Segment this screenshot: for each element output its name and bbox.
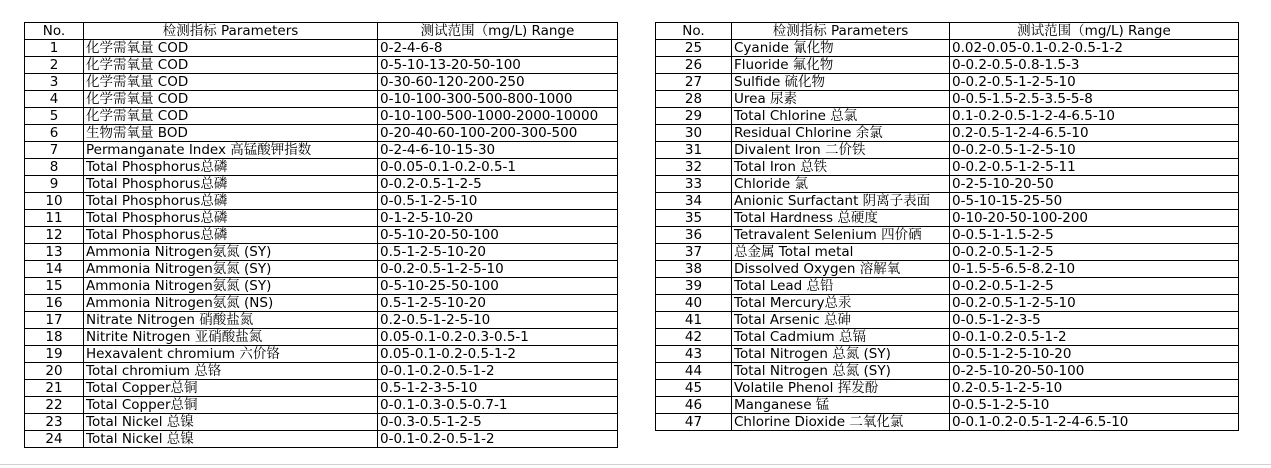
row-number: 21: [25, 380, 84, 397]
range-cell: 0.02-0.05-0.1-0.2-0.5-1-2: [950, 40, 1239, 57]
table-row: [656, 193, 1239, 210]
table-row: [25, 414, 618, 431]
parameter-cell: Total Cadmium 总镉: [732, 329, 950, 346]
parameter-cell: Total Nitrogen 总氮 (SY): [732, 346, 950, 363]
range-cell: 0-20-40-60-100-200-300-500: [378, 125, 618, 142]
parameter-cell: 化学需氧量 COD: [84, 108, 378, 125]
table-row: [656, 261, 1239, 278]
row-number: 35: [656, 210, 732, 227]
page-divider: [0, 464, 1271, 465]
range-cell: 0-30-60-120-200-250: [378, 74, 618, 91]
header-range: 测试范围（mg/L) Range: [378, 23, 618, 40]
parameter-cell: Total Chlorine 总氯: [732, 108, 950, 125]
range-cell: 0-5-10-13-20-50-100: [378, 57, 618, 74]
header-parameters: 检测指标 Parameters: [732, 23, 950, 40]
row-number: 26: [656, 57, 732, 74]
parameter-cell: Permanganate Index 高锰酸钾指数: [84, 142, 378, 159]
table-row: [656, 244, 1239, 261]
range-cell: 0.2-0.5-1-2-5-10: [378, 312, 618, 329]
table-row: [25, 397, 618, 414]
range-cell: 0-0.3-0.5-1-2-5: [378, 414, 618, 431]
parameter-cell: Total Copper总铜: [84, 380, 378, 397]
table-row: [25, 210, 618, 227]
parameter-cell: 化学需氧量 COD: [84, 40, 378, 57]
row-number: 10: [25, 193, 84, 210]
parameter-cell: Total Lead 总铅: [732, 278, 950, 295]
table-row: [25, 142, 618, 159]
range-cell: 0.2-0.5-1-2-5-10: [950, 380, 1239, 397]
range-cell: 0.5-1-2-3-5-10: [378, 380, 618, 397]
parameter-table-right: [655, 22, 1239, 431]
row-number: 1: [25, 40, 84, 57]
table-header-row: [25, 23, 618, 40]
range-cell: 0-0.5-1-1.5-2-5: [950, 227, 1239, 244]
row-number: 6: [25, 125, 84, 142]
table-row: [25, 278, 618, 295]
row-number: 2: [25, 57, 84, 74]
table-row: [656, 74, 1239, 91]
parameter-cell: Total Phosphorus总磷: [84, 159, 378, 176]
range-cell: 0-0.1-0.2-0.5-1-2: [378, 363, 618, 380]
parameter-cell: Total Phosphorus总磷: [84, 193, 378, 210]
row-number: 43: [656, 346, 732, 363]
row-number: 8: [25, 159, 84, 176]
table-row: [25, 329, 618, 346]
table-row: [25, 176, 618, 193]
range-cell: 0-2-4-6-10-15-30: [378, 142, 618, 159]
row-number: 37: [656, 244, 732, 261]
parameter-cell: 生物需氧量 BOD: [84, 125, 378, 142]
range-cell: 0-0.2-0.5-1-2-5-11: [950, 159, 1239, 176]
row-number: 38: [656, 261, 732, 278]
range-cell: 0.5-1-2-5-10-20: [378, 295, 618, 312]
row-number: 9: [25, 176, 84, 193]
row-number: 25: [656, 40, 732, 57]
range-cell: 0-5-10-15-25-50: [950, 193, 1239, 210]
row-number: 3: [25, 74, 84, 91]
table-row: [656, 210, 1239, 227]
range-cell: 0-5-10-25-50-100: [378, 278, 618, 295]
row-number: 17: [25, 312, 84, 329]
row-number: 33: [656, 176, 732, 193]
range-cell: 0-0.05-0.1-0.2-0.5-1: [378, 159, 618, 176]
table-row: [656, 312, 1239, 329]
row-number: 12: [25, 227, 84, 244]
table-row: [656, 91, 1239, 108]
range-cell: 0-0.2-0.5-1-2-5: [950, 278, 1239, 295]
table-row: [25, 261, 618, 278]
range-cell: 0-0.2-0.5-1-2-5: [950, 244, 1239, 261]
parameter-cell: Cyanide 氰化物: [732, 40, 950, 57]
row-number: 23: [25, 414, 84, 431]
range-cell: 0-0.1-0.2-0.5-1-2: [950, 329, 1239, 346]
row-number: 11: [25, 210, 84, 227]
table-row: [656, 227, 1239, 244]
row-number: 19: [25, 346, 84, 363]
parameter-cell: 化学需氧量 COD: [84, 57, 378, 74]
range-cell: 0-0.2-0.5-1-2-5-10: [378, 261, 618, 278]
table-row: [25, 380, 618, 397]
table-row: [656, 125, 1239, 142]
table-row: [656, 363, 1239, 380]
range-cell: 0-0.2-0.5-1-2-5: [378, 176, 618, 193]
row-number: 39: [656, 278, 732, 295]
row-number: 34: [656, 193, 732, 210]
table-row: [25, 125, 618, 142]
table-row: [656, 397, 1239, 414]
table-row: [656, 329, 1239, 346]
parameter-cell: Total Nitrogen 总氮 (SY): [732, 363, 950, 380]
table-row: [25, 295, 618, 312]
row-number: 40: [656, 295, 732, 312]
row-number: 45: [656, 380, 732, 397]
parameter-cell: Anionic Surfactant 阴离子表面: [732, 193, 950, 210]
range-cell: 0-0.1-0.2-0.5-1-2: [378, 431, 618, 448]
range-cell: 0.05-0.1-0.2-0.5-1-2: [378, 346, 618, 363]
parameter-cell: Divalent Iron 二价铁: [732, 142, 950, 159]
table-row: [25, 346, 618, 363]
row-number: 31: [656, 142, 732, 159]
parameter-cell: Total Copper总铜: [84, 397, 378, 414]
table-row: [25, 108, 618, 125]
table-row: [656, 278, 1239, 295]
row-number: 27: [656, 74, 732, 91]
range-cell: 0-0.5-1-2-3-5: [950, 312, 1239, 329]
range-cell: 0-10-100-500-1000-2000-10000: [378, 108, 618, 125]
range-cell: 0-0.1-0.2-0.5-1-2-4-6.5-10: [950, 414, 1239, 431]
row-number: 20: [25, 363, 84, 380]
parameter-cell: Total Nickel 总镍: [84, 414, 378, 431]
parameter-cell: Dissolved Oxygen 溶解氧: [732, 261, 950, 278]
row-number: 36: [656, 227, 732, 244]
parameter-cell: Nitrite Nitrogen 亚硝酸盐氮: [84, 329, 378, 346]
table-row: [656, 57, 1239, 74]
range-cell: 0-0.5-1-2-5-10: [378, 193, 618, 210]
parameter-cell: Ammonia Nitrogen氨氮 (SY): [84, 278, 378, 295]
parameter-cell: Ammonia Nitrogen氨氮 (NS): [84, 295, 378, 312]
table-row: [656, 380, 1239, 397]
parameter-cell: Urea 尿素: [732, 91, 950, 108]
table-row: [656, 159, 1239, 176]
parameter-cell: Total Nickel 总镍: [84, 431, 378, 448]
range-cell: 0-0.5-1-2-5-10-20: [950, 346, 1239, 363]
range-cell: 0-0.5-1.5-2.5-3.5-5-8: [950, 91, 1239, 108]
parameter-cell: Volatile Phenol 挥发酚: [732, 380, 950, 397]
parameter-cell: Hexavalent chromium 六价铬: [84, 346, 378, 363]
parameter-cell: Total Phosphorus总磷: [84, 210, 378, 227]
table-row: [25, 193, 618, 210]
row-number: 28: [656, 91, 732, 108]
header-no: No.: [25, 23, 84, 40]
row-number: 30: [656, 125, 732, 142]
parameter-cell: Total Hardness 总硬度: [732, 210, 950, 227]
range-cell: 0.05-0.1-0.2-0.3-0.5-1: [378, 329, 618, 346]
parameter-cell: 化学需氧量 COD: [84, 74, 378, 91]
range-cell: 0-0.2-0.5-1-2-5-10: [950, 74, 1239, 91]
row-number: 5: [25, 108, 84, 125]
range-cell: 0.5-1-2-5-10-20: [378, 244, 618, 261]
header-no: No.: [656, 23, 732, 40]
range-cell: 0-0.2-0.5-0.8-1.5-3: [950, 57, 1239, 74]
parameter-cell: Residual Chlorine 余氯: [732, 125, 950, 142]
header-parameters: 检测指标 Parameters: [84, 23, 378, 40]
range-cell: 0-10-100-300-500-800-1000: [378, 91, 618, 108]
row-number: 14: [25, 261, 84, 278]
range-cell: 0-0.2-0.5-1-2-5-10: [950, 295, 1239, 312]
range-cell: 0-0.1-0.3-0.5-0.7-1: [378, 397, 618, 414]
range-cell: 0-5-10-20-50-100: [378, 227, 618, 244]
parameter-cell: Ammonia Nitrogen氨氮 (SY): [84, 261, 378, 278]
table-row: [656, 108, 1239, 125]
range-cell: 0-10-20-50-100-200: [950, 210, 1239, 227]
table-row: [656, 176, 1239, 193]
parameter-table-left: [24, 22, 618, 448]
table-row: [656, 346, 1239, 363]
row-number: 46: [656, 397, 732, 414]
parameter-cell: Total Iron 总铁: [732, 159, 950, 176]
range-cell: 0.2-0.5-1-2-4-6.5-10: [950, 125, 1239, 142]
range-cell: 0-2-5-10-20-50-100: [950, 363, 1239, 380]
range-cell: 0-2-4-6-8: [378, 40, 618, 57]
table-row: [25, 57, 618, 74]
table-row: [25, 431, 618, 448]
parameter-cell: Chloride 氯: [732, 176, 950, 193]
table-row: [656, 295, 1239, 312]
table-row: [25, 227, 618, 244]
parameter-cell: Total Arsenic 总砷: [732, 312, 950, 329]
row-number: 22: [25, 397, 84, 414]
row-number: 4: [25, 91, 84, 108]
row-number: 41: [656, 312, 732, 329]
range-cell: 0-0.2-0.5-1-2-5-10: [950, 142, 1239, 159]
range-cell: 0-1.5-5-6.5-8.2-10: [950, 261, 1239, 278]
row-number: 15: [25, 278, 84, 295]
row-number: 32: [656, 159, 732, 176]
table-header-row: [656, 23, 1239, 40]
table-row: [25, 244, 618, 261]
parameter-cell: Chlorine Dioxide 二氧化氯: [732, 414, 950, 431]
range-cell: 0-1-2-5-10-20: [378, 210, 618, 227]
table-row: [25, 74, 618, 91]
table-row: [25, 363, 618, 380]
parameter-cell: Tetravalent Selenium 四价硒: [732, 227, 950, 244]
table-body-left: [25, 40, 618, 448]
parameter-cell: Sulfide 硫化物: [732, 74, 950, 91]
row-number: 18: [25, 329, 84, 346]
table-row: [656, 40, 1239, 57]
row-number: 29: [656, 108, 732, 125]
row-number: 7: [25, 142, 84, 159]
parameter-cell: Manganese 锰: [732, 397, 950, 414]
table-row: [656, 414, 1239, 431]
parameter-cell: Total chromium 总铬: [84, 363, 378, 380]
header-range: 测试范围（mg/L) Range: [950, 23, 1239, 40]
parameter-cell: 化学需氧量 COD: [84, 91, 378, 108]
row-number: 44: [656, 363, 732, 380]
row-number: 16: [25, 295, 84, 312]
table-row: [25, 91, 618, 108]
range-cell: 0-0.5-1-2-5-10: [950, 397, 1239, 414]
row-number: 13: [25, 244, 84, 261]
table-row: [25, 159, 618, 176]
parameter-cell: Total Phosphorus总磷: [84, 176, 378, 193]
row-number: 24: [25, 431, 84, 448]
range-cell: 0.1-0.2-0.5-1-2-4-6.5-10: [950, 108, 1239, 125]
parameter-cell: Ammonia Nitrogen氨氮 (SY): [84, 244, 378, 261]
table-row: [25, 40, 618, 57]
table-body-right: [656, 40, 1239, 431]
row-number: 47: [656, 414, 732, 431]
parameter-cell: Nitrate Nitrogen 硝酸盐氮: [84, 312, 378, 329]
table-row: [25, 312, 618, 329]
parameter-cell: Total Mercury总汞: [732, 295, 950, 312]
parameter-cell: Total Phosphorus总磷: [84, 227, 378, 244]
table-row: [656, 142, 1239, 159]
parameter-cell: Fluoride 氟化物: [732, 57, 950, 74]
row-number: 42: [656, 329, 732, 346]
range-cell: 0-2-5-10-20-50: [950, 176, 1239, 193]
parameter-cell: 总金属 Total metal: [732, 244, 950, 261]
